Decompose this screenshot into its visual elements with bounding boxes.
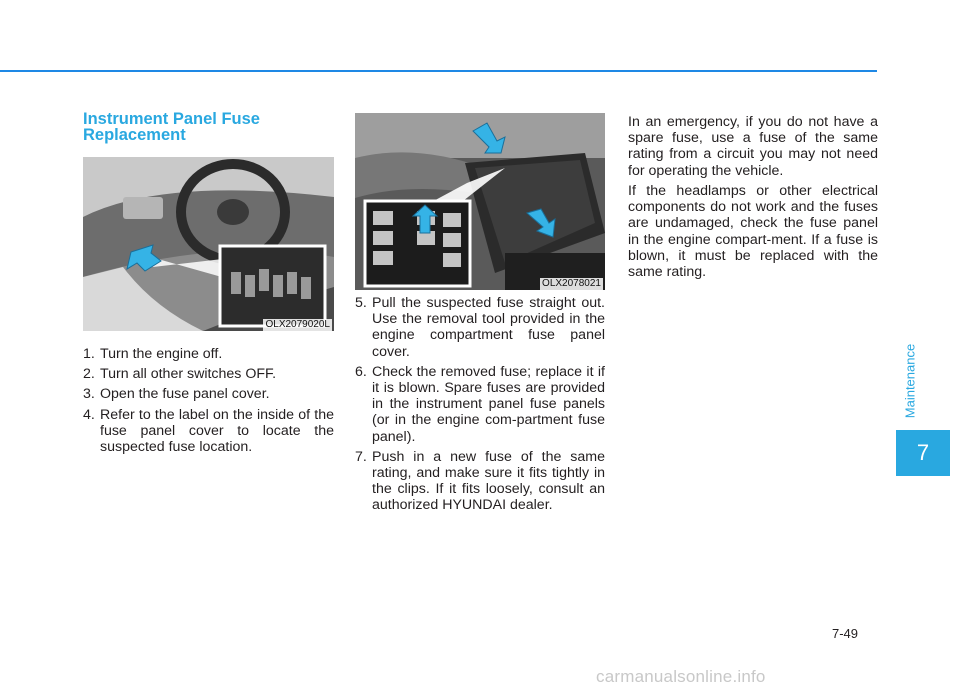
top-rule xyxy=(0,70,877,72)
watermark-text: carmanualsonline.info xyxy=(596,667,766,686)
list-item xyxy=(83,346,334,362)
list-item xyxy=(355,449,605,514)
chapter-side-label xyxy=(901,340,919,422)
emergency-paragraph: In an emergency, if you do not have a spare fuse, use a fuse of the same rating from a circuit you may not need for operating the vehicle. xyxy=(628,114,878,179)
list-item xyxy=(355,364,605,445)
fuse-panel-under-dashboard-photo xyxy=(83,157,334,331)
chapter-number-badge: 7 xyxy=(896,430,950,476)
step-number: 5. xyxy=(355,295,367,311)
list-item xyxy=(355,295,605,360)
step-text: Open the fuse panel cover. xyxy=(100,386,270,403)
step-number: 2. xyxy=(83,366,95,383)
engine-bay-illustration xyxy=(355,113,605,290)
step-text: Check the removed fuse; replace it if it is blown. Spare fuses are provided in the instrument panel fuse panels (or in the engine com-partment fuse panel). xyxy=(372,363,605,445)
list-item xyxy=(83,366,334,382)
step-number: 7. xyxy=(355,448,367,465)
step-text: Pull the suspected fuse straight out. Use the removal tool provided in the engine compartment fuse panel cover. xyxy=(372,295,605,360)
step-number: 1. xyxy=(83,346,95,362)
chapter-title: Maintenance xyxy=(902,343,918,419)
step-number: 4. xyxy=(83,406,95,423)
step-number: 3. xyxy=(83,386,95,403)
photo2-code: OLX2078021 xyxy=(542,278,601,289)
step-number: 6. xyxy=(355,363,367,380)
engine-compartment-fuse-box-photo xyxy=(355,113,605,290)
step-text: Push in a new fuse of the same rating, and make sure it fits tightly in the clips. If it fits loosely, consult an authorized HYUNDAI dealer. xyxy=(372,448,605,514)
section-heading: Instrument Panel Fuse Replacement xyxy=(83,110,260,144)
list-item xyxy=(83,407,334,456)
steps-middle-list xyxy=(355,295,605,518)
list-item xyxy=(83,386,334,402)
step-text: Refer to the label on the inside of the fuse panel cover to locate the suspected fuse location. xyxy=(100,406,334,456)
step-text: Turn the engine off. xyxy=(100,346,223,362)
photo1-code: OLX2079020L xyxy=(265,319,330,330)
steps-left-list xyxy=(83,346,334,459)
dashboard-illustration xyxy=(83,157,334,331)
headlamps-paragraph: If the headlamps or other electrical components do not work and the fuses are undamaged, check the fuse panel in the engine compart-ment. If a fuse is blown, it must be replaced with the same rating. xyxy=(628,183,878,281)
page-number: 7-49 xyxy=(832,626,859,641)
step-text: Turn all other switches OFF. xyxy=(100,366,277,383)
